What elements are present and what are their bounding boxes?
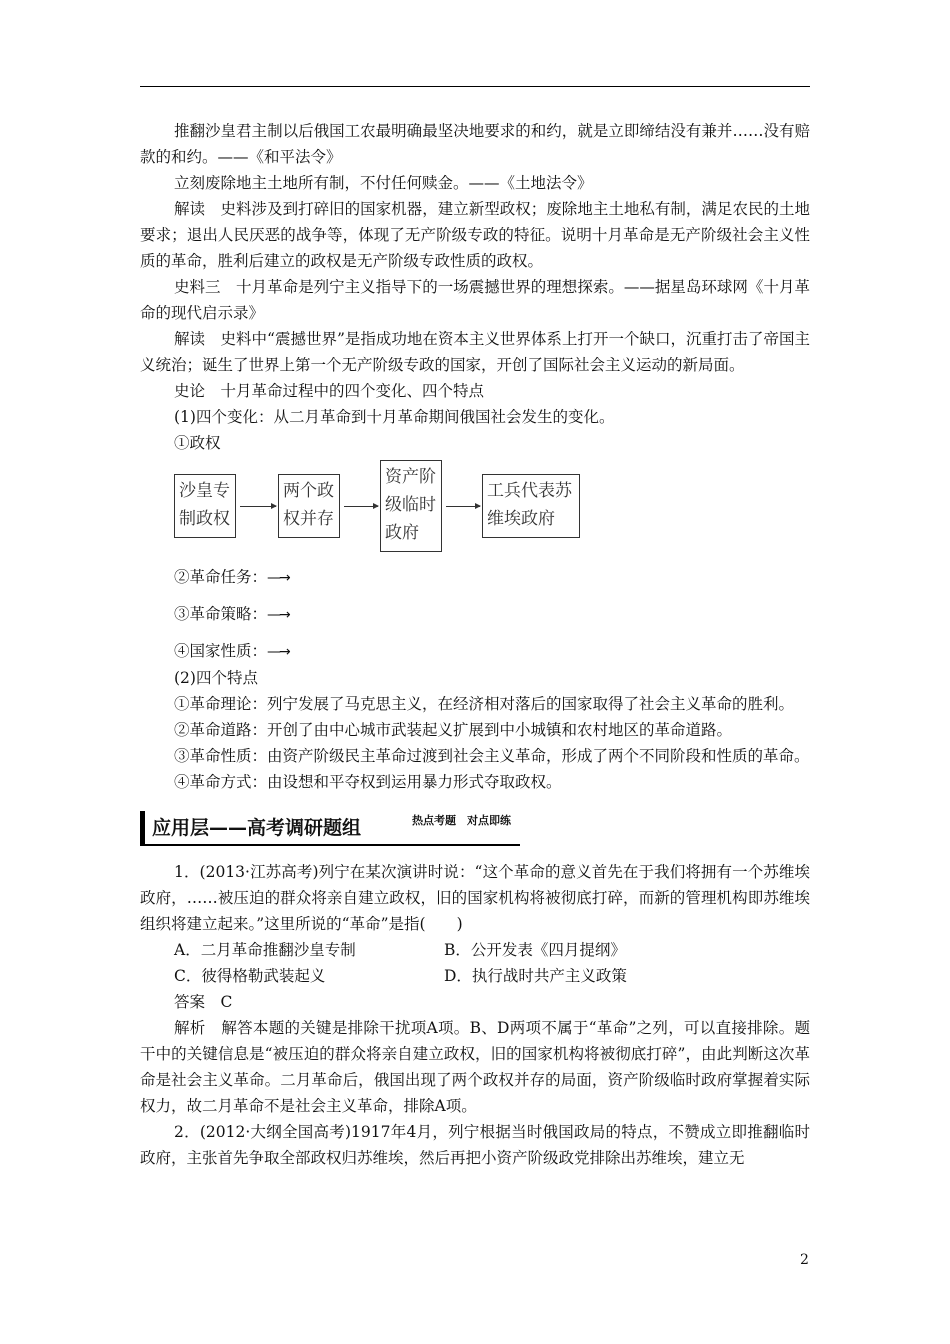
paragraph-interpretation-2: 解读 史料中“震撼世界”是指成功地在资本主义世界体系上打开一个缺口，沉重打击了帝国主义统治；诞生了世界上第一个无产阶级专政的国家，开创了国际社会主义运动的新局面。: [140, 330, 810, 374]
question-1-answer: 答案 C: [174, 993, 233, 1011]
paragraph-historical-thesis: 史论 十月革命过程中的四个变化、四个特点: [174, 382, 485, 400]
flow-box-soviet-government: 工兵代表苏 维埃政府: [482, 474, 580, 538]
change-task: ②革命任务：—→: [174, 568, 289, 586]
section-tag: 热点考题 对点即练: [412, 814, 511, 827]
feature-theory: ①革命理论：列宁发展了马克思主义，在经济相对落后的国家取得了社会主义革命的胜利。: [174, 695, 795, 713]
page-content: [140, 118, 810, 1171]
flow-arrow: [344, 506, 378, 507]
paragraph-source-3: 史料三 十月革命是列宁主义指导下的一场震撼世界的理想探索。——据星岛环球网《十月革命的现代启示录》: [140, 278, 810, 322]
feature-path: ②革命道路：开创了由中心城市武装起义扩展到中小城镇和农村地区的革命道路。: [174, 721, 733, 739]
question-1-analysis: 解析 解答本题的关键是排除干扰项A项。B、D两项不属于“革命”之列，可以直接排除。题干中的关键信息是“被压迫的群众将亲自建立政权，旧的国家机构将被彻底打碎”，由此判断这次革命是社会主义革命。二月革命后，俄国出现了两个政权并存的局面，资产阶级临时政府掌握着实际权力，故二月革命不是社会主义革命，排除A项。: [140, 1019, 810, 1115]
arrow-icon: —→: [267, 607, 289, 623]
section-marker: [140, 811, 145, 845]
regime-flow-diagram: [174, 460, 810, 556]
feature-method: ④革命方式：由设想和平夺权到运用暴力形式夺取政权。: [174, 773, 562, 791]
paragraph-four-changes: (1)四个变化：从二月革命到十月革命期间俄国社会发生的变化。: [174, 408, 615, 426]
change-state-nature: ④国家性质：—→: [174, 642, 289, 660]
flow-arrow: [240, 506, 276, 507]
option-b: B．公开发表《四月提纲》: [444, 941, 626, 959]
flow-box-provisional-government: 资产阶 级临时 政府: [380, 460, 442, 552]
option-d: D．执行战时共产主义政策: [444, 967, 627, 985]
section-title: 应用层——高考调研题组: [152, 817, 362, 839]
paragraph-land-decree: 立刻废除地主土地所有制，不付任何赎金。——《土地法令》: [174, 174, 593, 192]
question-1-stem: 1．(2013·江苏高考)列宁在某次演讲时说：“这个革命的意义首先在于我们将拥有一个苏维埃政府，……被压迫的群众将亲自建立政权，旧的国家机构将被彻底打碎，而新的管理机构即苏维埃组织将建立起来。”这里所说的“革命”是指( ): [140, 863, 810, 933]
paragraph-peace-decree: 推翻沙皇君主制以后俄国工农最明确最坚决地要求的和约，就是立即缔结没有兼并……没有赔款的和约。——《和平法令》: [140, 122, 810, 166]
page-number: 2: [800, 1252, 809, 1268]
feature-nature: ③革命性质：由资产阶级民主革命过渡到社会主义革命，形成了两个不同阶段和性质的革命。: [174, 747, 810, 765]
flow-box-tsar: 沙皇专 制政权: [174, 474, 236, 538]
arrow-icon: —→: [267, 644, 289, 660]
arrow-icon: —→: [267, 570, 289, 586]
option-c: C．彼得格勒武装起义: [174, 967, 326, 985]
flow-box-dual-power: 两个政 权并存: [278, 474, 340, 538]
option-a: A．二月革命推翻沙皇专制: [174, 941, 356, 959]
paragraph-regime: ①政权: [174, 434, 221, 452]
question-1-options: [140, 937, 810, 989]
flow-arrow: [446, 506, 480, 507]
features-heading: (2)四个特点: [174, 669, 258, 687]
paragraph-interpretation-1: 解读 史料涉及到打碎旧的国家机器，建立新型政权；废除地主土地私有制，满足农民的土地要求；退出人民厌恶的战争等，体现了无产阶级专政的特征。说明十月革命是无产阶级社会主义性质的革命，胜利后建立的政权是无产阶级专政性质的政权。: [140, 200, 810, 270]
section-underline: [140, 844, 520, 846]
question-2-stem: 2．(2012·大纲全国高考)1917年4月，列宁根据当时俄国政局的特点，不赞成立即推翻临时政府，主张首先争取全部政权归苏维埃，然后再把小资产阶级政党排除出苏维埃，建立无: [140, 1123, 810, 1167]
header-rule: [140, 86, 810, 87]
section-header: [140, 811, 810, 845]
change-strategy: ③革命策略：—→: [174, 605, 289, 623]
